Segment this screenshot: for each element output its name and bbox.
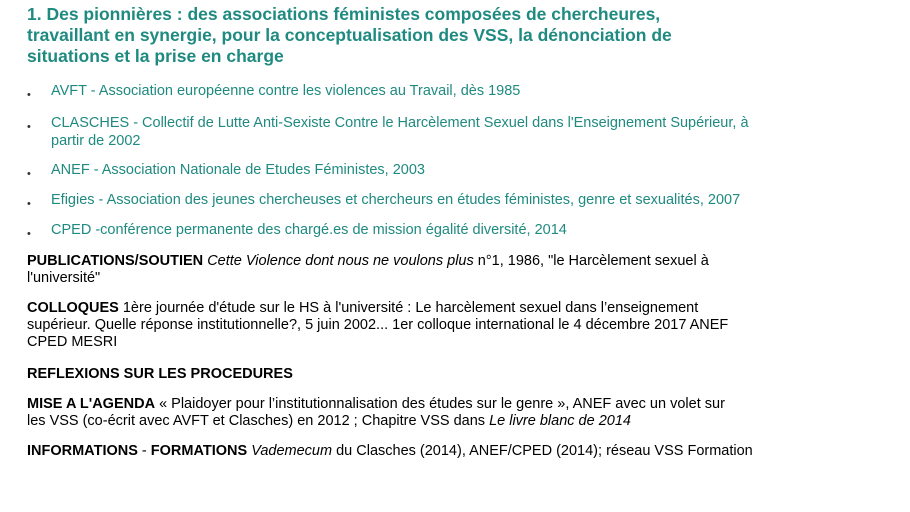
list-item-text: partir de 2002 xyxy=(51,133,141,149)
list-item-text: CLASCHES - Collectif de Lutte Anti-Sexiste Contre le Harcèlement Sexuel dans l'Enseignement Supérieur, à xyxy=(51,115,749,131)
bullet-icon: • xyxy=(27,121,31,133)
reflexions-label: REFLEXIONS SUR LES PROCEDURES xyxy=(27,366,293,382)
title-line: 1. Des pionnières : des associations féministes composées de chercheures, xyxy=(27,4,661,24)
colloques-paragraph xyxy=(27,300,877,351)
publications-text-line2: l'université" xyxy=(27,270,101,286)
colloques-label: COLLOQUES xyxy=(27,300,119,316)
informations-label: INFORMATIONS xyxy=(27,443,138,459)
informations-paragraph xyxy=(27,443,877,460)
title-line: travaillant en synergie, pour la conceptualisation des VSS, la dénonciation de xyxy=(27,25,672,45)
publications-paragraph xyxy=(27,253,877,287)
publications-label: PUBLICATIONS/SOUTIEN xyxy=(27,253,204,269)
formations-label: FORMATIONS xyxy=(150,443,248,459)
title-line: situations et la prise en charge xyxy=(27,46,284,66)
colloques-text: 1ère journée d'étude sur le HS à l'université : Le harcèlement sexuel dans l’enseignement xyxy=(118,300,699,316)
list-item-text: Efigies - Association des jeunes chercheuses et chercheurs en études féministes, genre et sexualités, 2007 xyxy=(51,192,741,208)
bullet-icon: • xyxy=(27,228,31,240)
agenda-label: MISE A L'AGENDA xyxy=(27,396,156,412)
list-item-text: CPED -conférence permanente des chargé.es de mission égalité diversité, 2014 xyxy=(51,222,567,238)
agenda-text: « Plaidoyer pour l’institutionnalisation des études sur le genre », ANEF avec un volet sur xyxy=(155,396,725,412)
colloques-text-line3: CPED MESRI xyxy=(27,334,118,350)
publications-title: Cette Violence dont nous ne voulons plus xyxy=(207,253,474,269)
informations-separator: - xyxy=(137,443,151,459)
slide-title xyxy=(27,4,887,67)
agenda-book-title: Le livre blanc de 2014 xyxy=(489,413,631,429)
publications-text: n°1, 1986, "le Harcèlement sexuel à xyxy=(473,253,709,269)
reflexions-paragraph xyxy=(27,366,877,383)
bullet-icon: • xyxy=(27,89,31,101)
bullet-icon: • xyxy=(27,168,31,180)
colloques-text-line2: supérieur. Quelle réponse institutionnelle?, 5 juin 2002... 1er colloque international le 4 décembre 2017 ANEF xyxy=(27,317,729,333)
vademecum-title: Vademecum xyxy=(247,443,333,459)
bullet-icon: • xyxy=(27,198,31,210)
list-item-text: ANEF - Association Nationale de Etudes Féministes, 2003 xyxy=(51,162,425,178)
agenda-text-line2: les VSS (co-écrit avec AVFT et Clasches) en 2012 ; Chapitre VSS dans xyxy=(27,413,490,429)
agenda-paragraph xyxy=(27,396,877,430)
informations-text: du Clasches (2014), ANEF/CPED (2014); réseau VSS Formation xyxy=(332,443,753,459)
list-item-text: AVFT - Association européenne contre les violences au Travail, dès 1985 xyxy=(51,83,521,99)
